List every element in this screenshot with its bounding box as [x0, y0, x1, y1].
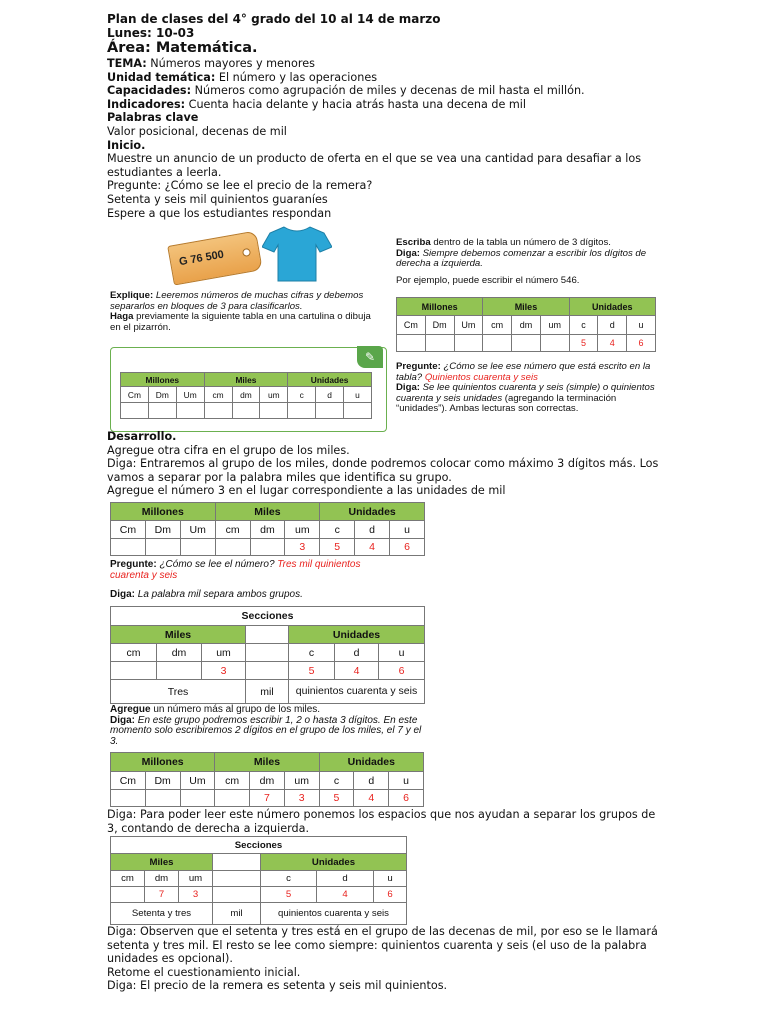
group-millones: Millones — [121, 373, 205, 387]
col-header: Cm — [111, 772, 146, 790]
col-header: u — [374, 871, 407, 887]
col-header: Um — [180, 772, 215, 790]
col-header: c — [261, 871, 317, 887]
cell-digit: 7 — [250, 790, 285, 807]
cell — [246, 662, 289, 680]
closing-text-1 — [107, 808, 667, 835]
cell — [425, 335, 454, 352]
desarrollo-section — [107, 430, 667, 498]
col-header: u — [389, 772, 424, 790]
cell-digit: 5 — [319, 790, 354, 807]
col-header: d — [598, 316, 627, 335]
group-unidades: Unidades — [288, 373, 372, 387]
col-header: Dm — [145, 521, 180, 539]
col-header: Um — [176, 387, 204, 403]
reading-miles: Tres — [111, 680, 246, 704]
closing-p2: Diga: Observen que el setenta y tres está en el grupo de las decenas de mil, por eso se le llamará setenta y tres mil. El resto se lee como siempre: quinientos cuarenta y seis (el uso de la palabra unidades es opcional). — [107, 925, 658, 966]
col-header: cm — [215, 521, 250, 539]
group-miles: Miles — [111, 626, 246, 644]
palabras-label: Palabras clave — [107, 111, 199, 125]
table-546 — [396, 297, 656, 352]
desarrollo-text-2: Diga: Entraremos al grupo de los miles, donde podremos colocar como máximo 3 dígitos más. Los vamos a separar por la palabra miles que identifica su grupo. — [107, 457, 659, 484]
cell — [213, 871, 261, 887]
inicio-label: Inicio. — [107, 138, 146, 152]
cell-digit: 4 — [355, 539, 390, 556]
col-header: cm — [483, 316, 512, 335]
cell-digit: 5 — [320, 539, 355, 556]
desarrollo-text-1: Agregue otra cifra en el grupo de los miles. — [107, 443, 350, 457]
col-header: c — [320, 521, 355, 539]
cell-digit: 4 — [598, 335, 627, 352]
col-header: cm — [111, 644, 157, 662]
group-millones: Millones — [397, 298, 483, 316]
col-header: Dm — [425, 316, 454, 335]
closing-p1: Diga: Para poder leer este número ponemos los espacios que nos ayudan a separar los grupos de 3, contando de derecha a izquierda. — [107, 808, 656, 835]
pregunte-546-text: Pregunte: ¿Cómo se lee ese número que está escrito en la tabla? Quinientos cuarenta y seis Diga: Se lee quinientos cuarenta y seis (simple) o quinientos cuarenta y seis unidades (agregando la terminación “unidades”). Ambas lecturas son correctas. — [396, 361, 655, 415]
col-header: d — [316, 387, 344, 403]
teacher-icon: ✎ — [357, 346, 383, 368]
escriba-text: Escriba dentro de la tabla un número de 3 dígitos. Diga: Siempre debemos comenzar a escribir los dígitos de derecha a izquierda. Por ejemplo, puede escribir el número 546. — [396, 238, 658, 286]
secciones-table-3546 — [110, 606, 425, 704]
inicio-text-2: Pregunte: ¿Cómo se lee el precio de la remera? — [107, 179, 373, 193]
col-header: Cm — [397, 316, 426, 335]
cell — [483, 335, 512, 352]
reading-unidades: quinientos cuarenta y seis — [289, 680, 425, 704]
col-header: cm — [215, 772, 250, 790]
cell-digit: 3 — [284, 790, 319, 807]
unidad-line: Unidad temática: El número y las operaciones — [107, 70, 378, 84]
group-unidades: Unidades — [320, 503, 425, 521]
col-header: dm — [512, 316, 541, 335]
cell — [180, 539, 215, 556]
cell — [215, 539, 250, 556]
col-header: dm — [157, 644, 202, 662]
group-miles: Miles — [215, 753, 319, 772]
col-header: u — [627, 316, 656, 335]
cell — [213, 854, 261, 871]
col-header: u — [390, 521, 425, 539]
col-header: cm — [204, 387, 232, 403]
col-header: dm — [145, 871, 179, 887]
secciones-header: Secciones — [111, 607, 425, 626]
col-header: um — [179, 871, 213, 887]
ejemplo-text: Por ejemplo, puede escribir el número 546. — [396, 274, 580, 286]
group-miles: Miles — [215, 503, 320, 521]
price-tag-image — [167, 230, 263, 285]
col-header: c — [569, 316, 598, 335]
reading-mil: mil — [213, 903, 261, 925]
cell-digit: 7 — [145, 887, 179, 903]
col-header: u — [344, 387, 372, 403]
col-header: d — [355, 521, 390, 539]
closing-p3: Retome el cuestionamiento inicial. — [107, 965, 301, 979]
secciones-header: Secciones — [111, 837, 407, 854]
cell — [145, 790, 180, 807]
price-tag-text: G 76 500 — [178, 248, 225, 269]
col-header: c — [288, 387, 316, 403]
col-header: dm — [250, 772, 285, 790]
group-millones: Millones — [111, 503, 216, 521]
plan-day: Lunes: 10-03 — [107, 26, 195, 40]
col-header: cm — [111, 871, 145, 887]
table-3546 — [110, 502, 425, 556]
reading-unidades: quinientos cuarenta y seis — [261, 903, 407, 925]
cell — [397, 335, 426, 352]
cell-digit: 6 — [374, 887, 407, 903]
cell-digit: 6 — [390, 539, 425, 556]
lesson-plan-header — [107, 12, 667, 220]
blank-place-value-table — [120, 372, 372, 419]
col-header: u — [379, 644, 425, 662]
indicadores-line: Indicadores: Cuenta hacia delante y hacia atrás hasta una decena de mil — [107, 97, 527, 111]
cell-digit: 4 — [335, 662, 379, 680]
table-73546 — [110, 752, 424, 807]
cell — [180, 790, 215, 807]
cell-digit: 5 — [261, 887, 317, 903]
cell — [232, 403, 260, 419]
col-header: d — [317, 871, 374, 887]
col-header: um — [540, 316, 569, 335]
plan-title: Plan de clases del 4° grado del 10 al 14 de marzo — [107, 12, 441, 26]
tshirt-icon — [262, 225, 332, 283]
group-unidades: Unidades — [569, 298, 655, 316]
group-miles: Miles — [483, 298, 569, 316]
group-miles: Miles — [111, 854, 213, 871]
col-header: dm — [250, 521, 285, 539]
col-header: Um — [180, 521, 215, 539]
col-header: Dm — [145, 772, 180, 790]
group-unidades: Unidades — [319, 753, 423, 772]
cell-digit: 3 — [285, 539, 320, 556]
explique-text: Explique: Leeremos números de muchas cifras y debemos separarlos en bloques de 3 para clasificarlos. Haga previamente la siguiente tabla en una cartulina o dibuja en el pizarrón. — [110, 290, 371, 333]
tag-hole — [242, 248, 251, 257]
group-miles: Miles — [204, 373, 288, 387]
cell-digit: 6 — [627, 335, 656, 352]
col-header: um — [260, 387, 288, 403]
col-header: d — [335, 644, 379, 662]
cell-digit: 3 — [202, 662, 246, 680]
cell — [540, 335, 569, 352]
diga-mil-text: Diga: La palabra mil separa ambos grupos. — [110, 589, 303, 600]
cell — [145, 539, 180, 556]
cell-digit: 3 — [179, 887, 213, 903]
cell — [111, 539, 146, 556]
closing-p4: Diga: El precio de la remera es setenta y seis mil quinientos. — [107, 979, 448, 993]
cell — [288, 403, 316, 419]
inicio-text-4: Espere a que los estudiantes respondan — [107, 206, 332, 220]
cell — [260, 403, 288, 419]
desarrollo-text-3: Agregue el número 3 en el lugar correspondiente a las unidades de mil — [107, 484, 506, 498]
reading-mil: mil — [246, 680, 289, 704]
cell — [344, 403, 372, 419]
col-header: Cm — [111, 521, 146, 539]
cell — [157, 662, 202, 680]
pregunte-3546-text: Pregunte: ¿Cómo se lee el número? Tres mil quinientos cuarenta y seis — [110, 559, 361, 581]
reading-miles: Setenta y tres — [111, 903, 213, 925]
cell — [512, 335, 541, 352]
cell — [111, 790, 146, 807]
col-header: um — [285, 521, 320, 539]
col-header: dm — [232, 387, 260, 403]
tema-line: TEMA: Números mayores y menores — [107, 57, 315, 70]
cell — [454, 335, 483, 352]
cell-digit: 6 — [389, 790, 424, 807]
cell — [316, 403, 344, 419]
inicio-text-1: Muestre un anuncio de un producto de oferta en el que se vea una cantidad para desafiar a los estudiantes a leerla. — [107, 152, 642, 179]
col-header: d — [354, 772, 389, 790]
group-unidades: Unidades — [261, 854, 407, 871]
cell — [148, 403, 176, 419]
closing-section — [107, 925, 667, 993]
group-unidades: Unidades — [289, 626, 425, 644]
cell — [213, 887, 261, 903]
cell — [176, 403, 204, 419]
desarrollo-label: Desarrollo. — [107, 430, 177, 443]
cell-digit: 4 — [317, 887, 374, 903]
cell — [204, 403, 232, 419]
agregue-text: Agregue un número más al grupo de los miles. Diga: En este grupo podremos escribir 1, 2 o hasta 3 dígitos. En este momento solo escribiremos 2 dígitos en el grupo de los miles, el 7 y el 3. — [110, 704, 422, 747]
palabras-text: Valor posicional, decenas de mil — [107, 124, 287, 138]
cell — [215, 790, 250, 807]
inicio-text-3: Setenta y seis mil quinientos guaraníes — [107, 192, 328, 206]
cell-digit: 6 — [379, 662, 425, 680]
col-header: um — [284, 772, 319, 790]
cell — [250, 539, 285, 556]
plan-area: Área: Matemática. — [107, 40, 258, 56]
cell-digit: 5 — [289, 662, 335, 680]
cell — [111, 887, 145, 903]
col-header: Cm — [121, 387, 149, 403]
cell-digit: 4 — [354, 790, 389, 807]
col-header: c — [319, 772, 354, 790]
secciones-table-73546 — [110, 836, 407, 925]
cell — [246, 626, 289, 644]
cell — [121, 403, 149, 419]
capacidades-line: Capacidades: Números como agrupación de miles y decenas de mil hasta el millón. — [107, 84, 585, 98]
group-millones: Millones — [111, 753, 215, 772]
cell — [111, 662, 157, 680]
col-header: Um — [454, 316, 483, 335]
col-header: um — [202, 644, 246, 662]
cell-digit: 5 — [569, 335, 598, 352]
cell — [246, 644, 289, 662]
col-header: c — [289, 644, 335, 662]
col-header: Dm — [148, 387, 176, 403]
